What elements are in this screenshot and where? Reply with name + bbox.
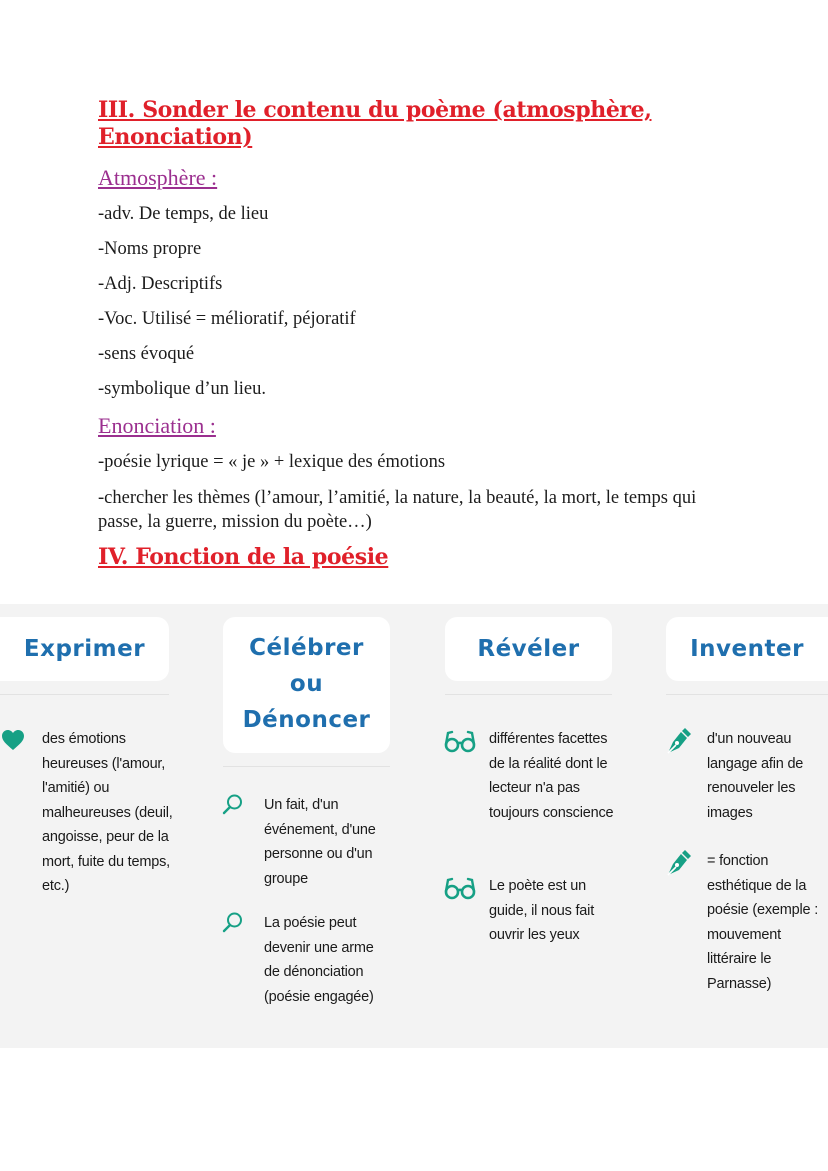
enonciation-item: -poésie lyrique = « je » + lexique des émotions [98,452,446,472]
card-title: Célébrer ou Dénoncer [242,635,371,733]
magnifier-icon [222,793,244,815]
divider [223,766,390,767]
card-celebrer-denoncer [223,617,390,753]
point-text: différentes facettes de la réalité dont le lecteur n'a pas toujours conscience [489,731,614,821]
atmosphere-item: -symbolique d’un lieu. [98,379,267,399]
functions-panel [0,604,828,1048]
glasses-icon [443,876,477,900]
card-title: Inventer [690,636,804,662]
card-exprimer [0,617,169,681]
divider [445,694,612,695]
divider [0,694,169,695]
atmosphere-item: -sens évoqué [98,344,195,364]
point-text: Le poète est un guide, il nous fait ouvrir les yeux [489,878,595,943]
card-reveler [445,617,612,681]
point-text: Un fait, d'un événement, d'une personne ou d'un groupe [264,797,376,887]
section-3-title: III. Sonder le contenu du poème (atmosphère, Enonciation) [98,97,652,150]
point-text: d'un nouveau langage afin de renouveler les images [707,731,804,821]
card-inventer [666,617,828,681]
pen-nib-icon [665,726,693,756]
point-text: = fonction esthétique de la poésie (exemple : mouvement littéraire le Parnasse) [707,853,819,992]
magnifier-icon [222,911,244,933]
section-4-title: IV. Fonction de la poésie [98,544,389,570]
glasses-icon [443,729,477,753]
atmosphere-item: -adv. De temps, de lieu [98,204,269,224]
point-text: des émotions heureuses (l'amour, l'amitié) ou malheureuses (deuil, angoisse, peur de la mort, fuite du temps, etc.) [42,731,173,894]
atmosphere-item: -Noms propre [98,239,202,259]
divider [666,694,828,695]
atmosphere-heading: Atmosphère : [98,165,218,190]
atmosphere-item: -Adj. Descriptifs [98,274,223,294]
point-text: La poésie peut devenir une arme de dénonciation (poésie engagée) [264,915,374,1005]
pen-nib-icon [665,848,693,878]
heart-icon [1,728,25,752]
card-title: Exprimer [23,636,146,662]
card-title: Révéler [477,636,580,662]
enonciation-heading: Enonciation : [98,413,216,438]
atmosphere-item: -Voc. Utilisé = mélioratif, péjoratif [98,309,356,329]
enonciation-item: -chercher les thèmes (l’amour, l’amitié, la nature, la beauté, la mort, le temps qui passe, la guerre, mission du poète…) [98,488,697,532]
